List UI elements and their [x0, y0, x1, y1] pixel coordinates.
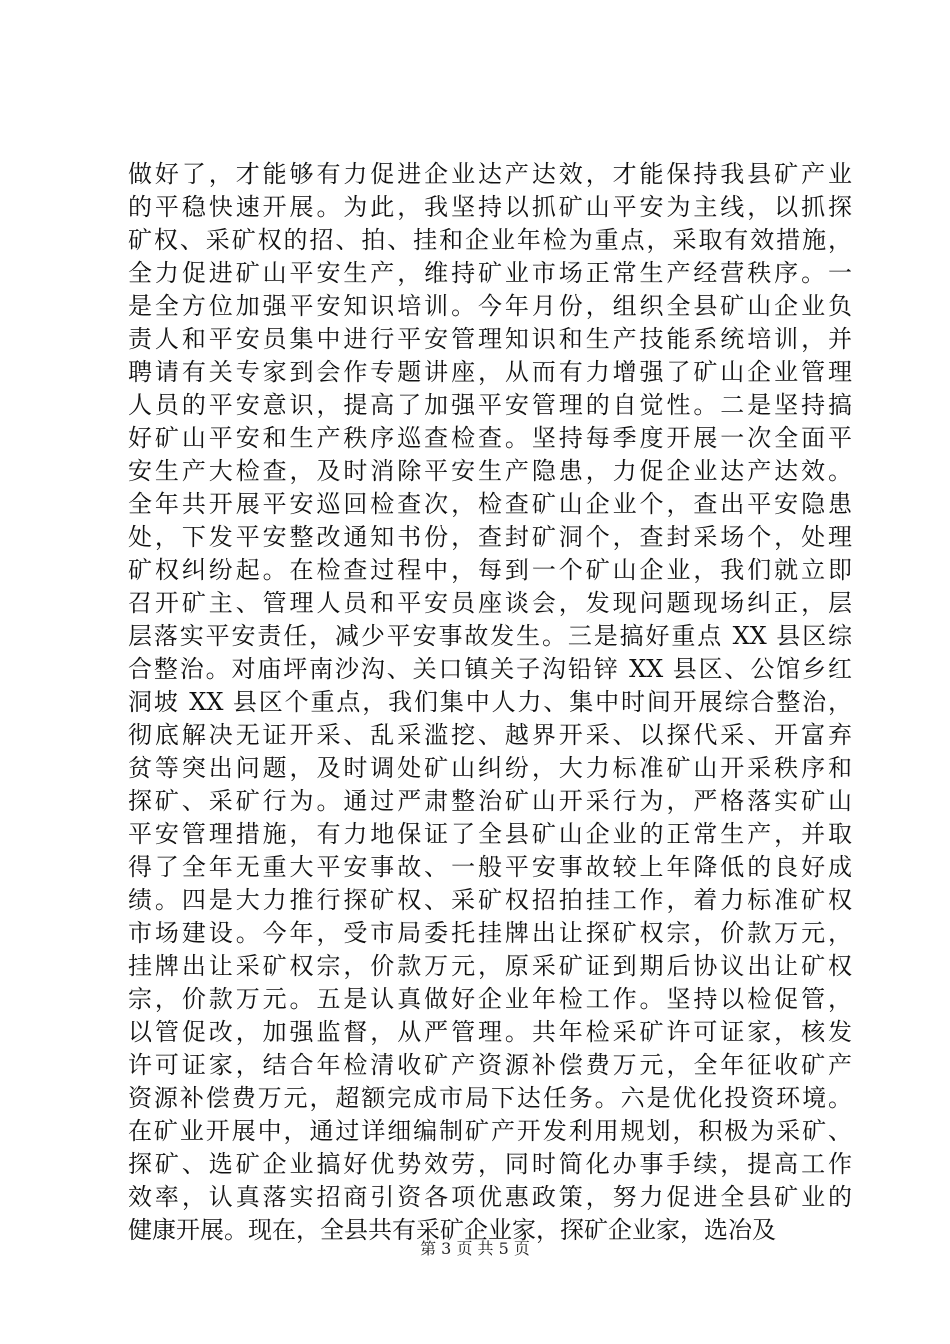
text-line: 是全方位加强平安知识培训。今年月份，组织全县矿山企业负 — [128, 292, 852, 320]
text-line: 安生产大检查，及时消除平安生产隐患，力促企业达产达效。 — [128, 457, 852, 485]
text-line: 合整治。对庙坪南沙沟、关口镇关子沟铅锌 XX 县区、公馆乡红 — [128, 655, 852, 683]
text-line: 做好了，才能够有力促进企业达产达效，才能保持我县矿产业 — [128, 160, 852, 188]
text-line: 得了全年无重大平安事故、一般平安事故较上年降低的良好成 — [128, 853, 852, 881]
text-line: 宗，价款万元。五是认真做好企业年检工作。坚持以检促管， — [128, 985, 852, 1013]
text-line: 健康开展。现在，全县共有采矿企业家，探矿企业家，选冶及 — [128, 1216, 776, 1244]
text-line: 的平稳快速开展。为此，我坚持以抓矿山平安为主线，以抓探 — [128, 193, 852, 221]
text-line: 矿权、采矿权的招、拍、挂和企业年检为重点，采取有效措施， — [128, 226, 852, 254]
text-line: 效率，认真落实招商引资各项优惠政策，努力促进全县矿业的 — [128, 1183, 852, 1211]
text-line: 层落实平安责任，减少平安事故发生。三是搞好重点 XX 县区综 — [128, 622, 852, 650]
text-line: 召开矿主、管理人员和平安员座谈会，发现问题现场纠正，层 — [128, 589, 852, 617]
text-line: 资源补偿费万元，超额完成市局下达任务。六是优化投资环境。 — [128, 1084, 852, 1112]
text-line: 处，下发平安整改通知书份，查封矿洞个，查封采场个，处理 — [128, 523, 852, 551]
text-line: 洞坡 XX 县区个重点，我们集中人力、集中时间开展综合整治， — [128, 688, 852, 716]
text-line: 人员的平安意识，提高了加强平安管理的自觉性。二是坚持搞 — [128, 391, 852, 419]
text-line: 贫等突出问题，及时调处矿山纠纷，大力标准矿山开采秩序和 — [128, 754, 852, 782]
text-line: 全力促进矿山平安生产，维持矿业市场正常生产经营秩序。一 — [128, 259, 852, 287]
text-line: 探矿、选矿企业搞好优势效劳，同时简化办事手续，提高工作 — [128, 1150, 852, 1178]
text-line: 以管促改，加强监督，从严管理。共年检采矿许可证家，核发 — [128, 1018, 852, 1046]
text-line: 在矿业开展中，通过详细编制矿产开发利用规划，积极为采矿、 — [128, 1117, 852, 1145]
text-line: 聘请有关专家到会作专题讲座，从而有力增强了矿山企业管理 — [128, 358, 852, 386]
text-line: 好矿山平安和生产秩序巡查检查。坚持每季度开展一次全面平 — [128, 424, 852, 452]
text-line: 探矿、采矿行为。通过严肃整治矿山开采行为，严格落实矿山 — [128, 787, 852, 815]
text-line: 挂牌出让采矿权宗，价款万元，原采矿证到期后协议出让矿权 — [128, 952, 852, 980]
text-line: 许可证家，结合年检清收矿产资源补偿费万元，全年征收矿产 — [128, 1051, 852, 1079]
text-line: 市场建设。今年，受市局委托挂牌出让探矿权宗，价款万元， — [128, 919, 852, 947]
body-text — [128, 158, 852, 1247]
text-line: 责人和平安员集中进行平安管理知识和生产技能系统培训，并 — [128, 325, 852, 353]
page-footer: 第 3 页 共 5 页 — [420, 1239, 530, 1258]
text-line: 矿权纠纷起。在检查过程中，每到一个矿山企业，我们就立即 — [128, 556, 852, 584]
text-line: 绩。四是大力推行探矿权、采矿权招拍挂工作，着力标准矿权 — [128, 886, 852, 914]
text-line: 彻底解决无证开采、乱采滥挖、越界开采、以探代采、开富弃 — [128, 721, 852, 749]
text-line: 平安管理措施，有力地保证了全县矿山企业的正常生产，并取 — [128, 820, 852, 848]
text-line: 全年共开展平安巡回检查次，检查矿山企业个，查出平安隐患 — [128, 490, 852, 518]
